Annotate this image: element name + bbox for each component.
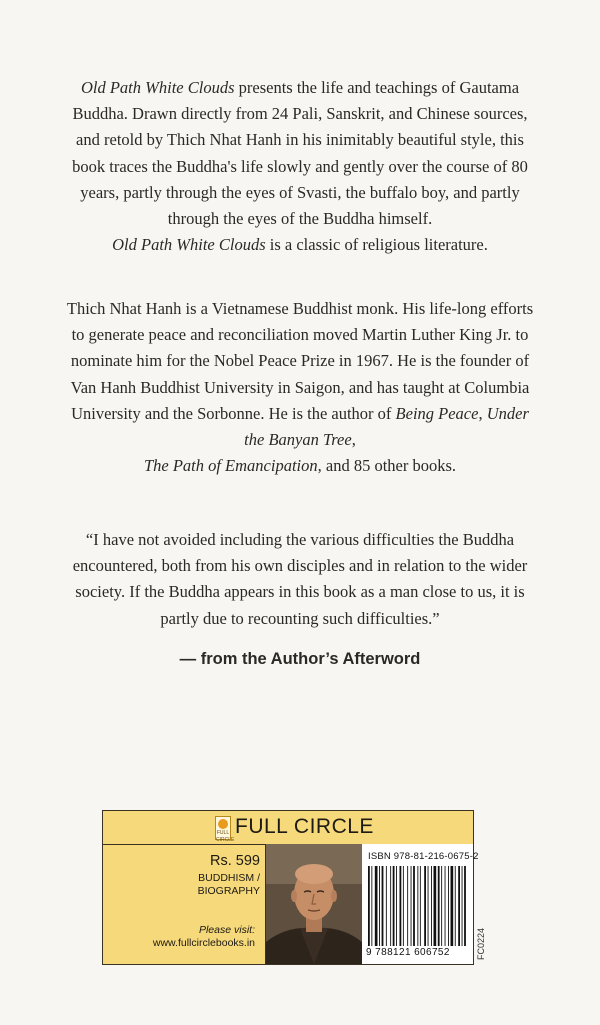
visit-label: Please visit:: [198, 924, 255, 936]
product-code: FC0224: [476, 927, 486, 960]
book-title: Old Path White Clouds: [80, 78, 235, 97]
separator: ,: [351, 430, 356, 450]
author-quote: [60, 527, 540, 632]
isbn-barcode-box: [362, 844, 479, 964]
barcode: [368, 866, 468, 946]
website-url: www.fullcirclebooks.in: [152, 937, 255, 949]
isbn: ISBN 978-81-216-0675-2: [368, 851, 479, 862]
author-bio: Thich Nhat Hanh is a Vietnamese Buddhist monk. His life-long efforts to generate peace and reconciliation moved Martin Luther King Jr. to nominate him for the Nobel Peace Prize in 1967. He is the founder of Van Hanh Buddhist University in Saigon, and has taught at Columbia University and the Sorbonne. He is the author of: [66, 299, 534, 423]
book-title: Being Peace: [395, 403, 479, 423]
separator: ,: [478, 403, 487, 423]
book-title: Old Path White Clouds: [112, 235, 266, 255]
quote-attribution: — from the Author’s Afterword: [179, 650, 421, 668]
price: Rs. 599: [210, 853, 260, 869]
category: [163, 872, 260, 898]
quote-text: “I have not avoided including the various difficulties the Buddha encountered, both from his own disciples and in relation to the wider society. If the Buddha appears in this book as a man close to us, it is partly due to recounting such difficulties.”: [72, 530, 528, 628]
blurb-text: is a classic of religious literature.: [265, 235, 488, 255]
logo-text: FULL CIRCLE: [216, 830, 235, 843]
book-title: The Path of Emancipation: [143, 456, 318, 476]
book-title: Under the Banyan Tree: [244, 403, 529, 450]
author-bio: , and 85 other books.: [317, 456, 457, 476]
author-portrait: [265, 844, 363, 964]
publisher-label: [102, 810, 479, 965]
category-line: BUDDHISM /: [198, 872, 260, 884]
blurb-paragraph-author: [60, 296, 540, 479]
publisher-name: FULL CIRCLE: [235, 815, 374, 838]
brand-row: [103, 811, 473, 845]
category-line: BIOGRAPHY: [197, 885, 260, 897]
publisher-logo-icon: [215, 816, 235, 843]
website-info: [113, 924, 255, 950]
barcode-number: 9 788121 606752: [366, 947, 450, 958]
blurb-paragraph-intro: [60, 75, 540, 258]
blurb-text: presents the life and teachings of Gautama Buddha. Drawn directly from 24 Pali, Sanskrit, and Chinese sources, and retold by Thich Nhat Hanh in his inimitably beautiful style, this book traces the Buddha's life slowly and gently over the course of 80 years, partly through the eyes of Svasti, the buffalo boy, and partly through the eyes of the Buddha himself.: [72, 78, 528, 229]
